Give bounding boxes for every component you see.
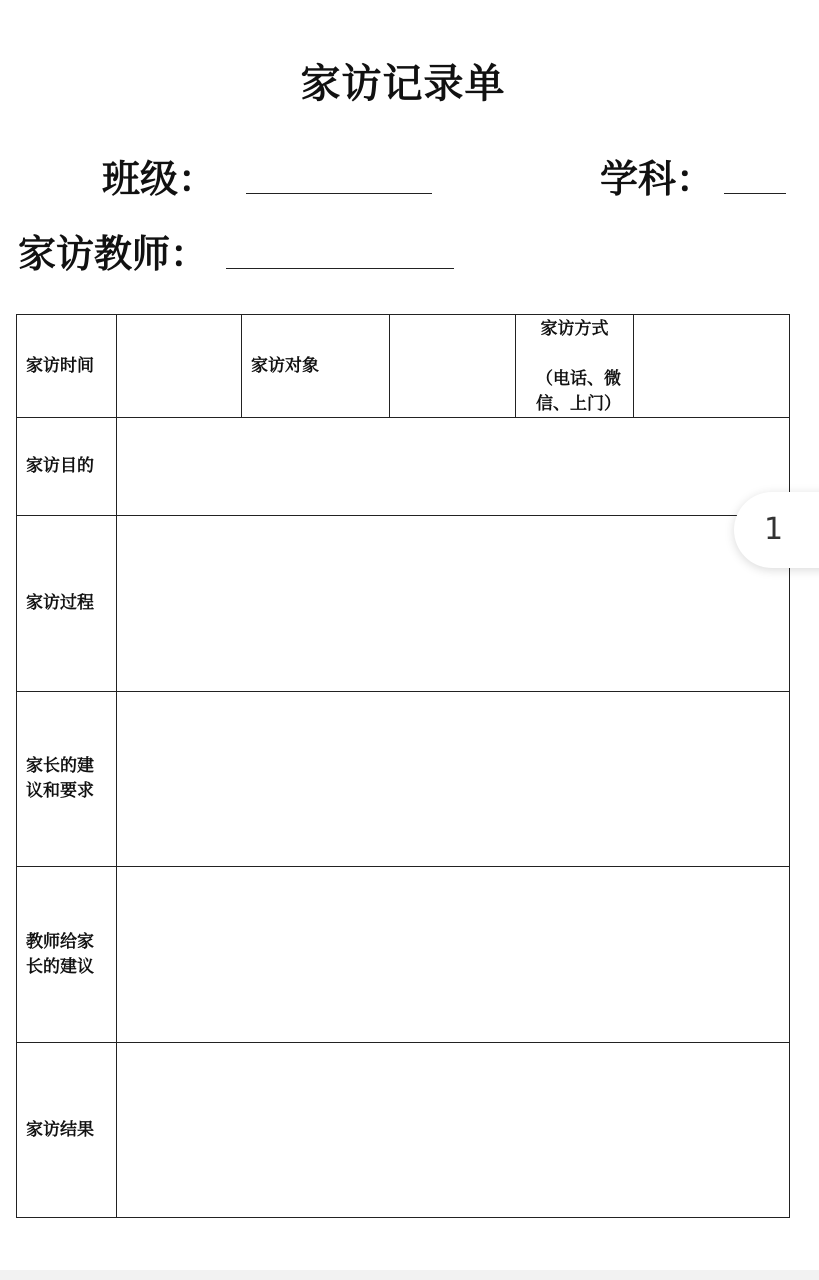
table-row (17, 1043, 790, 1218)
visit-target-label: 家访对象 (242, 315, 390, 418)
process-cell[interactable] (117, 516, 790, 692)
purpose-label: 家访目的 (17, 418, 117, 516)
visit-method-cell[interactable] (634, 315, 790, 418)
subject-field-line (724, 193, 786, 194)
visit-time-cell[interactable] (117, 315, 242, 418)
page-indicator-badge[interactable] (734, 492, 819, 568)
visit-record-table (16, 314, 790, 1218)
visit-method-note: （电话、微信、上门） (536, 369, 621, 414)
table-row (17, 418, 790, 516)
table-row (17, 867, 790, 1043)
teacher-label: 家访教师： (18, 232, 209, 276)
result-label: 家访结果 (17, 1043, 117, 1218)
teacher-field-line (226, 268, 454, 269)
page-title: 家访记录单 (300, 61, 506, 107)
teacher-suggestion-cell[interactable] (117, 867, 790, 1043)
teacher-suggestion-label: 教师给家长的建议 (17, 867, 117, 1043)
result-cell[interactable] (117, 1043, 790, 1218)
visit-target-cell[interactable] (390, 315, 516, 418)
header-row (17, 315, 790, 418)
visit-time-label: 家访时间 (17, 315, 117, 418)
class-label: 班级： (102, 157, 217, 201)
subject-label: 学科： (600, 157, 715, 201)
table-row (17, 516, 790, 692)
process-label: 家访过程 (17, 516, 117, 692)
parent-suggestion-cell[interactable] (117, 692, 790, 867)
parent-suggestion-label: 家长的建议和要求 (17, 692, 117, 867)
page-number: 1 (764, 512, 784, 547)
purpose-cell[interactable] (117, 418, 790, 516)
table-row (17, 692, 790, 867)
bottom-bar (0, 1270, 819, 1280)
visit-method-label: 家访方式 (540, 319, 609, 339)
visit-method-label-cell (516, 315, 634, 418)
class-field-line (246, 193, 432, 194)
